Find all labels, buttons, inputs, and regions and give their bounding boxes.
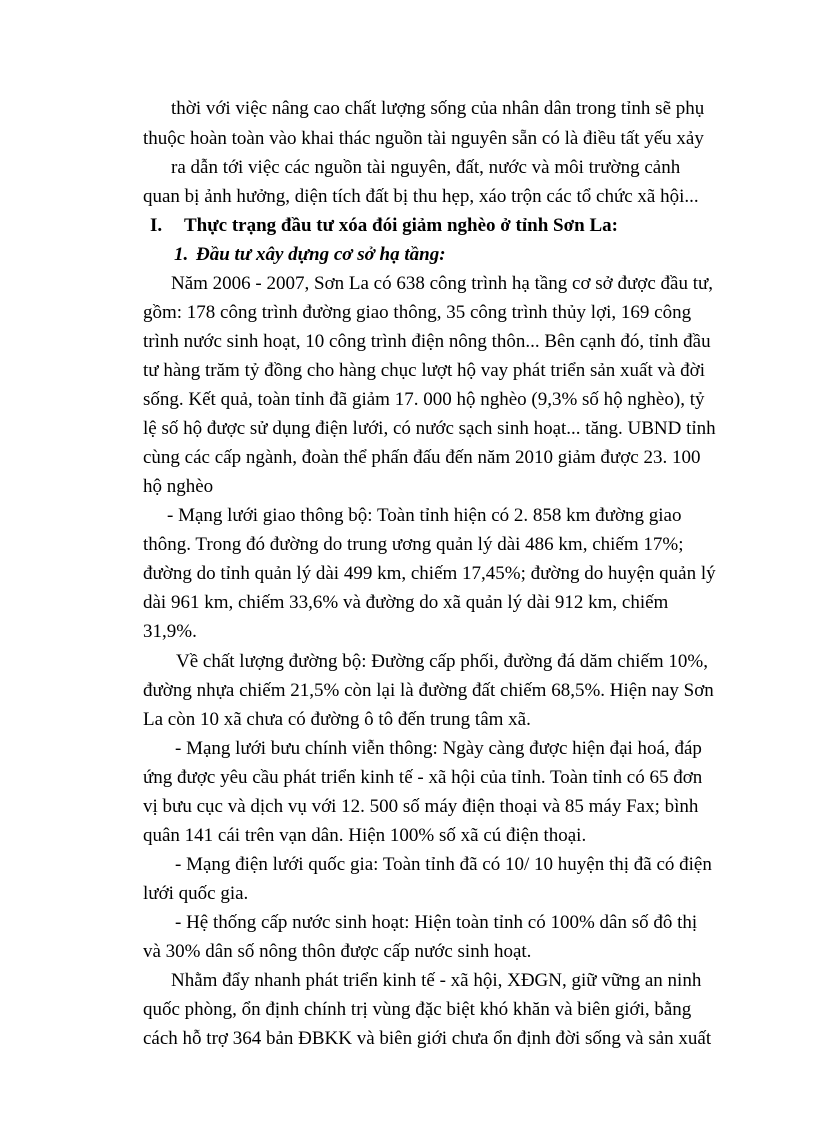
subsection-title: Đầu tư xây dựng cơ sở hạ tầng:: [196, 244, 446, 265]
intro-line-1: thời với việc nâng cao chất lượng sống của nhân dân trong tỉnh sẽ phụ: [171, 98, 705, 119]
acceleration-line-1: Nhằm đẩy nhanh phát triển kinh tế - xã hội, XĐGN, giữ vững an ninh: [171, 970, 702, 991]
investment-line-8: hộ nghèo: [143, 476, 214, 497]
roads-line-1: - Mạng lưới giao thông bộ: Toàn tỉnh hiện có 2. 858 km đường giao: [167, 505, 682, 526]
investment-line-2: gồm: 178 công trình đường giao thông, 35 công trình thủy lợi, 169 công: [143, 302, 692, 323]
electric-line-1: - Mạng điện lưới quốc gia: Toàn tỉnh đã có 10/ 10 huyện thị đã có điện: [175, 854, 712, 875]
roads-line-2: thông. Trong đó đường do trung ương quản lý dài 486 km, chiếm 17%;: [143, 534, 684, 555]
section-title: Thực trạng đầu tư xóa đói giảm nghèo ở tỉnh Sơn La:: [184, 215, 618, 236]
investment-line-1: Năm 2006 - 2007, Sơn La có 638 công trình hạ tầng cơ sở được đầu tư,: [171, 273, 714, 294]
section-number: I.: [150, 215, 163, 236]
section-heading: [150, 215, 618, 237]
road-quality-line-3: La còn 10 xã chưa có đường ô tô đến trung tâm xã.: [143, 709, 531, 730]
road-quality-line-1: Về chất lượng đường bộ: Đường cấp phối, đường đá dăm chiếm 10%,: [176, 651, 708, 672]
investment-line-6: lệ số hộ được sử dụng điện lưới, có nước sạch sinh hoạt... tăng. UBND tỉnh: [143, 418, 716, 439]
investment-line-4: tư hàng trăm tỷ đồng cho hàng chục lượt hộ vay phát triển sản xuất và đời: [143, 360, 706, 381]
postal-line-4: quân 141 cái trên vạn dân. Hiện 100% số xã cú điện thoại.: [143, 825, 587, 846]
postal-line-2: ứng được yêu cầu phát triển kinh tế - xã hội của tỉnh. Toàn tỉnh có 65 đơn: [143, 767, 703, 788]
investment-line-7: cùng các cấp ngành, đoàn thể phấn đấu đến năm 2010 giảm được 23. 100: [143, 447, 701, 468]
roads-line-3: đường do tỉnh quản lý dài 499 km, chiếm 17,45%; đường do huyện quản lý: [143, 563, 716, 584]
postal-line-1: - Mạng lưới bưu chính viễn thông: Ngày càng được hiện đại hoá, đáp: [175, 738, 702, 759]
postal-line-3: vị bưu cục và dịch vụ với 12. 500 số máy điện thoại và 85 máy Fax; bình: [143, 796, 699, 817]
roads-line-5: 31,9%.: [143, 621, 197, 642]
acceleration-line-3: cách hỗ trợ 364 bản ĐBKK và biên giới chưa ổn định đời sống và sản xuất: [143, 1028, 712, 1049]
roads-line-4: dài 961 km, chiếm 33,6% và đường do xã quản lý dài 912 km, chiếm: [143, 592, 669, 613]
subsection-number: 1.: [174, 244, 189, 265]
water-line-2: và 30% dân số nông thôn được cấp nước sinh hoạt.: [143, 941, 532, 962]
acceleration-line-2: quốc phòng, ổn định chính trị vùng đặc biệt khó khăn và biên giới, bằng: [143, 999, 692, 1020]
investment-line-5: sống. Kết quả, toàn tỉnh đã giảm 17. 000 hộ nghèo (9,3% số hộ nghèo), tỷ: [143, 389, 705, 410]
intro-line-3: ra dẫn tới việc các nguồn tài nguyên, đất, nước và môi trường cảnh: [171, 157, 681, 178]
road-quality-line-2: đường nhựa chiếm 21,5% còn lại là đường đất chiếm 68,5%. Hiện nay Sơn: [143, 680, 714, 701]
investment-line-3: trình nước sinh hoạt, 10 công trình điện nông thôn... Bên cạnh đó, tỉnh đầu: [143, 331, 711, 352]
water-line-1: - Hệ thống cấp nước sinh hoạt: Hiện toàn tỉnh có 100% dân số đô thị: [175, 912, 698, 933]
intro-line-4: quan bị ảnh hưởng, diện tích đất bị thu hẹp, xáo trộn các tổ chức xã hội...: [143, 186, 699, 207]
electric-line-2: lưới quốc gia.: [143, 883, 249, 904]
subsection-heading: [174, 244, 446, 266]
intro-line-2: thuộc hoàn toàn vào khai thác nguồn tài nguyên sẵn có là điều tất yếu xảy: [143, 128, 704, 149]
